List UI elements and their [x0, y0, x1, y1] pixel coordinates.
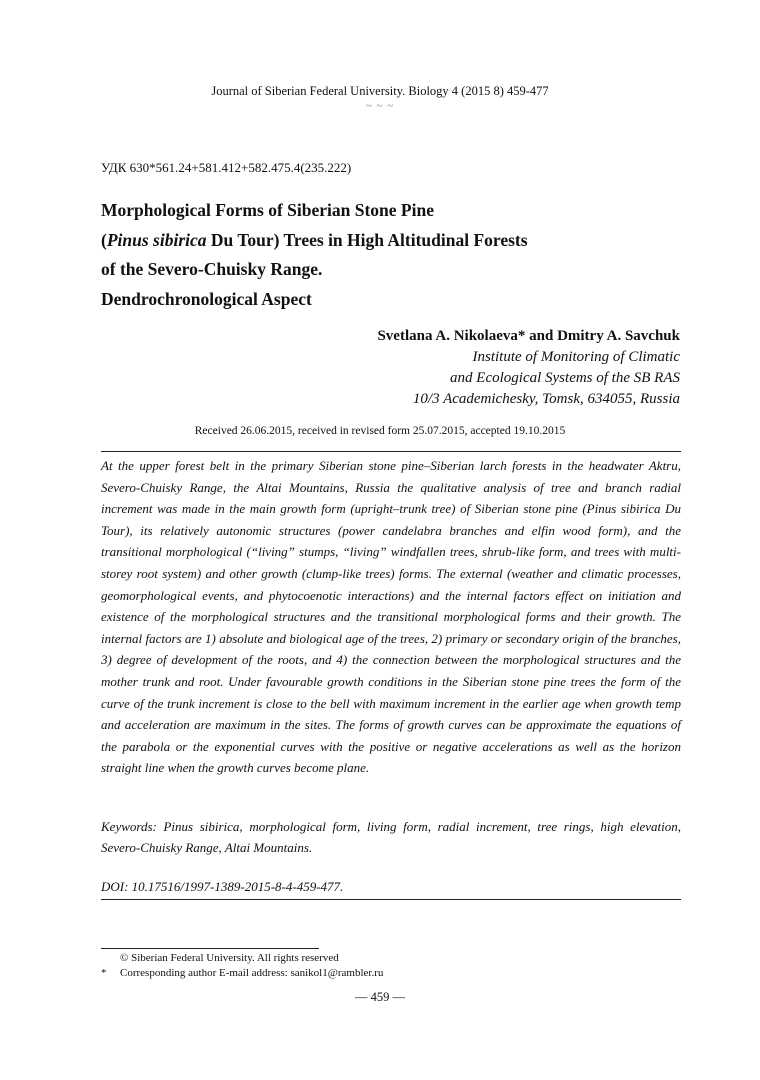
title-species: Pinus sibirica — [106, 229, 207, 250]
copyright-text: © Siberian Federal University. All rights reserved — [120, 952, 339, 964]
received-dates: Received 26.06.2015, received in revised form 25.07.2015, accepted 19.10.2015 — [194, 425, 566, 437]
footnote-asterisk: * — [101, 967, 107, 979]
keywords: Keywords: Pinus sibirica, morphological form, living form, radial increment, tree rings, high elevation, Severo-Chuisky Range, Altai Mountains. — [101, 819, 681, 855]
paper-title — [101, 196, 681, 314]
footnote-copyright — [101, 952, 339, 964]
doi: DOI: 10.17516/1997-1389-2015-8-4-459-477. — [101, 879, 344, 894]
title-line-3: of the Severo-Chuisky Range. — [101, 259, 323, 279]
affiliation-address: 10/3 Academichesky, Tomsk, 634055, Russia — [412, 391, 680, 407]
page-number: — 459 — — [355, 990, 405, 1004]
abstract-top-rule — [101, 451, 681, 452]
author-names: Svetlana A. Nikolaeva* and Dmitry A. Savchuk — [377, 328, 680, 344]
corresponding-email: Corresponding author E-mail address: sanikol1@rambler.ru — [120, 967, 384, 979]
header-ornament: ~ ~ ~ — [365, 100, 395, 112]
abstract-text: At the upper forest belt in the primary Siberian stone pine–Siberian larch forests in the headwater Aktru, Severo-Chuisky Range, the Altai Mountains, Russia the qualitative analysis of tree and branch radial increment was made in the main growth form (upright–trunk tree) of Siberian stone pine (Pinus sibirica Du Tour), its relatively autonomic structures (power candelabra branches and elfin wood form), and the transitional morphological (“living” stumps, “living” windfallen trees, shrub-like form, and trees with multi-storey root system) and other growth (clump-like trees) forms. The external (weather and climatic processes, geomorphological events, and phytocoenotic interactions) and the internal factors effect on initiation and existence of the morphological structures and the transitional morphological forms and their growth. The internal factors are 1) absolute and biological age of the trees, 2) primary or secondary origin of the branches, 3) degree of development of the roots, and 4) the connection between the morphological structures and the mother trunk and root. Under favourable growth conditions in the Siberian stone pine trees the form of the curve of the trunk increment is close to the bell with maximum increment in the earlier age when growth temp and acceleration are maximum in the sites. The forms of growth curves can be approximate the equations of the parabola or the exponential curves with the positive or negative accelerations as well as the horizon straight line when the growth curves become plane. — [101, 458, 681, 776]
title-line-2 — [101, 226, 681, 256]
title-line-1: Morphological Forms of Siberian Stone Pine — [101, 200, 434, 220]
affiliation-line-1: Institute of Monitoring of Climatic — [472, 349, 680, 365]
journal-header: Journal of Siberian Federal University. Biology 4 (2015 8) 459-477 — [211, 84, 549, 98]
affiliation-line-2: and Ecological Systems of the SB RAS — [450, 370, 680, 386]
footnote-corresponding — [101, 967, 383, 979]
footnote-rule — [101, 948, 319, 949]
author-block — [377, 326, 680, 410]
title-line-2-rest: Du Tour) Trees in High Altitudinal Forests — [206, 229, 528, 250]
title-line-4: Dendrochronological Aspect — [101, 288, 312, 309]
title-paren: ( — [101, 229, 107, 250]
udc-code: УДК 630*561.24+581.412+582.475.4(235.222) — [101, 160, 352, 175]
abstract-bottom-rule — [101, 899, 681, 900]
